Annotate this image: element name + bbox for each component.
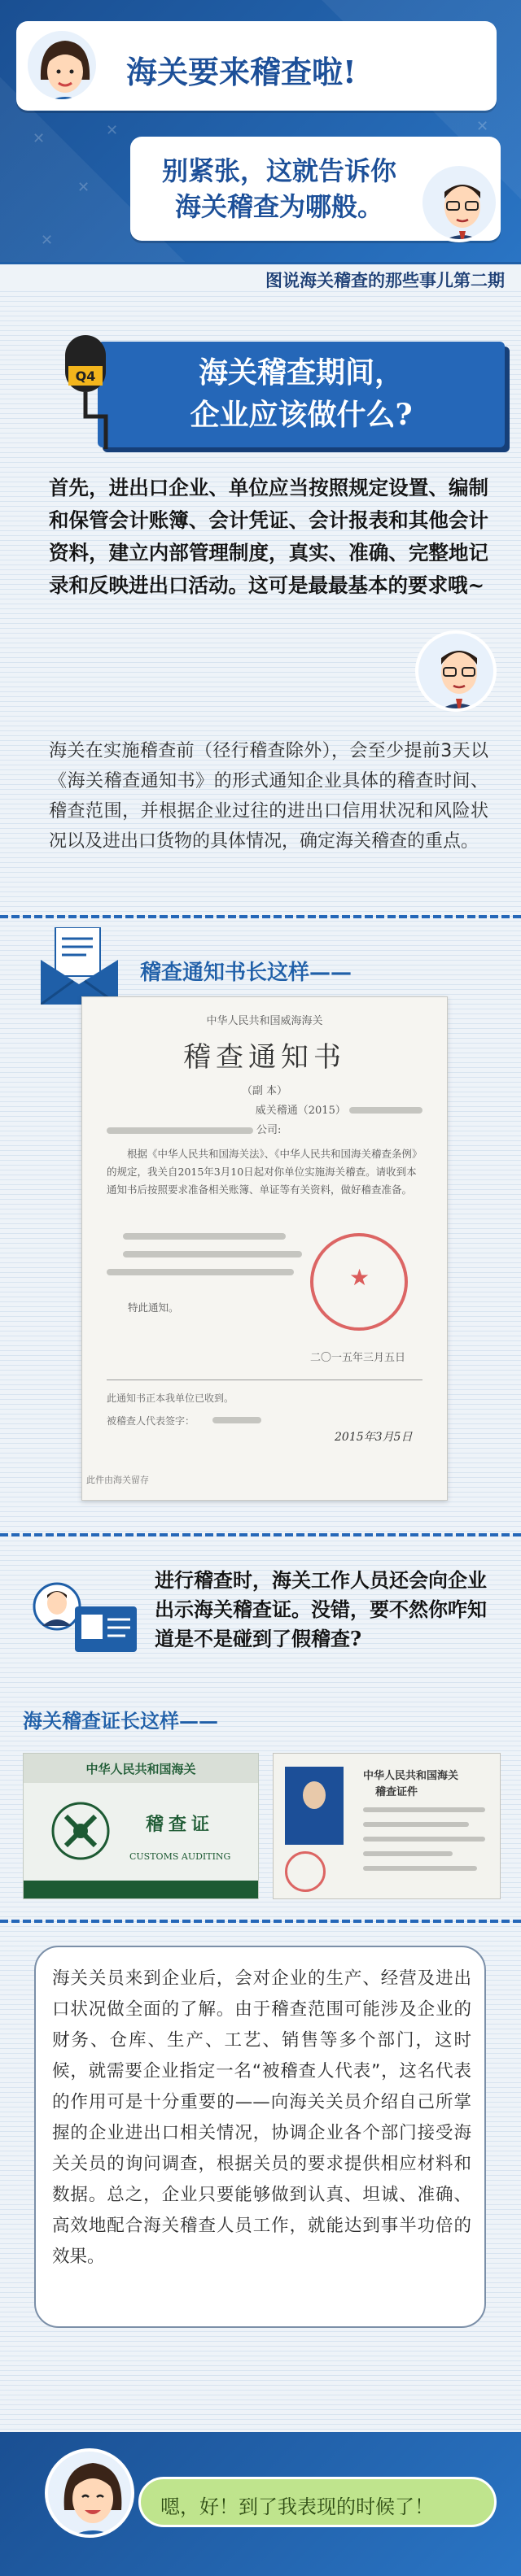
- redacted-bar: [363, 1851, 453, 1856]
- audit-notice-document: [81, 996, 448, 1501]
- reply-bubble: [138, 2477, 497, 2527]
- microphone-icon: [57, 335, 114, 449]
- paragraph-id-card: 进行稽查时，海关工作人员还会向企业出示海关稽查证。没错，要不然你咋知道是不是碰到了假稽查?: [155, 1568, 487, 1650]
- officer-photo: [285, 1767, 344, 1845]
- cover-english: CUSTOMS AUDITING: [129, 1851, 231, 1862]
- decor-cross-icon: ✕: [77, 179, 90, 196]
- subtitle-bar: [0, 262, 521, 291]
- officer-avatar-icon: [418, 634, 497, 712]
- paragraph-representative: 海关关员来到企业后，会对企业的生产、经营及进出口状况做全面的了解。由于稽查范围可能涉及企业的财务、仓库、生产、工艺、销售等多个部门，这时候，就需要企业指定一名“被稽查人代表”，这名代表的作用可是十分重要的——向海关关员介绍自己所掌握的企业进出口相关情况，协调企业各个部门接受海关关员的询问调查，根据关员的要求提供相应材料和数据。总之，企业只要能够做到认真、坦诚、准确、高效地配合海关稽查人员工作，就能达到事半功倍的效果。: [52, 1968, 471, 2267]
- cover-title: 稽查证: [146, 1814, 215, 1835]
- notice-heading: 稽查通知书长这样——: [140, 961, 352, 985]
- header-banner: [0, 0, 521, 290]
- decor-cross-icon: ✕: [106, 122, 119, 139]
- redacted-bar: [212, 1417, 261, 1423]
- question-text: [114, 351, 488, 436]
- avatar-woman-footer: [45, 2448, 134, 2538]
- inside-title: 稽查证件: [375, 1786, 418, 1798]
- doc-copy-label: （副 本）: [241, 1085, 288, 1097]
- doc-number: [256, 1101, 422, 1117]
- red-seal-stamp: [310, 1233, 408, 1331]
- headline-second-line1: 别紧张，这就告诉你: [161, 155, 396, 186]
- envelope-letter-icon: [41, 927, 118, 1005]
- customs-emblem-icon: [48, 1798, 113, 1863]
- question-line1: 海关稽查期间，: [198, 355, 404, 390]
- woman-avatar-icon: [48, 2452, 134, 2538]
- speech-bubble-top: [16, 21, 497, 111]
- issue-subtitle: 图说海关稽查的那些事儿第二期: [265, 270, 505, 290]
- doc-receipt-note: 此通知书正本我单位已收到。: [107, 1393, 234, 1404]
- redacted-bar: [123, 1251, 302, 1257]
- divider: [0, 1533, 521, 1536]
- doc-retention-note: 此件由海关留存: [86, 1475, 149, 1485]
- redacted-bar: [363, 1837, 485, 1842]
- doc-signature-label: 被稽查人代表签字：: [107, 1415, 195, 1427]
- cover-bottom-band: [24, 1881, 258, 1898]
- audit-certificate-cover: [23, 1753, 259, 1899]
- avatar-woman: [24, 28, 99, 102]
- avatar-officer: [419, 163, 499, 242]
- redacted-bar: [123, 1233, 286, 1240]
- certificate-heading: 海关稽查证长这样——: [23, 1709, 218, 1733]
- headline-top: 海关要来稽查啦!: [126, 54, 357, 90]
- divider: [0, 915, 521, 918]
- doc-title: 稽查通知书: [183, 1041, 346, 1074]
- redacted-bar: [363, 1807, 485, 1812]
- paragraph-requirements: 首先，进出口企业、单位应当按照规定设置、编制和保管会计账簿、会计凭证、会计报表和其他会计资料，建立内部管理制度，真实、准确、完整地记录和反映进出口活动。这可是最最基本的要求哦~: [49, 476, 488, 597]
- photo-face: [303, 1781, 326, 1809]
- redacted-bar: [349, 1107, 422, 1114]
- inside-issuer: 中华人民共和国海关: [363, 1770, 459, 1782]
- cover-issuer: 中华人民共和国海关: [85, 1762, 196, 1776]
- question-badge: Q4: [75, 368, 96, 384]
- doc-closing: 特此通知。: [128, 1301, 179, 1314]
- info-box: [34, 1946, 486, 2328]
- doc-addressee-colon: 公司:: [256, 1124, 282, 1136]
- divider: [0, 1920, 521, 1923]
- doc-date: 二〇一五年三月五日: [310, 1352, 406, 1364]
- audit-certificate-inside: [273, 1753, 501, 1899]
- question-section: [0, 325, 521, 464]
- question-banner: [98, 342, 505, 447]
- redacted-bar: [363, 1822, 469, 1827]
- footer-banner: [0, 2432, 521, 2576]
- question-line2: 企业应该做什么?: [190, 398, 413, 432]
- star-icon: ★: [349, 1264, 370, 1291]
- doc-handwritten-date: 2015年3月5日: [335, 1431, 413, 1444]
- headline-second: [145, 153, 414, 224]
- redacted-bar: [107, 1127, 253, 1134]
- redacted-bar: [363, 1866, 477, 1871]
- redacted-bar: [107, 1269, 294, 1275]
- headline-second-line2: 海关稽查为哪般。: [174, 191, 383, 222]
- doc-body: 根据《中华人民共和国海关法》、《中华人民共和国海关稽查条例》的规定，我关自2015年3月10日起对你单位实施海关稽查。请收到本通知书后按照要求准备相关账簿、单证等有关资料，做好稽查准备。: [107, 1148, 422, 1196]
- id-card-icon: [33, 1574, 138, 1655]
- paragraph-notice-timing: 海关在实施稽查前（径行稽查除外），会至少提前3天以《海关稽查通知书》的形式通知企业具体的稽查时间、稽查范围，并根据企业过往的进出口信用状况和风险状况以及进出口货物的具体情况，确定海关稽查的重点。: [49, 741, 488, 852]
- woman-avatar-icon: [28, 31, 99, 102]
- red-seal-stamp: [285, 1851, 326, 1892]
- decor-cross-icon: ✕: [41, 232, 54, 249]
- decor-cross-icon: ✕: [33, 130, 46, 147]
- reply-text: 嗯，好！到了我表现的时候了！: [160, 2495, 434, 2518]
- avatar-officer-2: [415, 630, 497, 712]
- doc-number-text: 威关稽通（2015）: [255, 1105, 346, 1117]
- decor-cross-icon: ✕: [476, 118, 489, 135]
- doc-issuer: 中华人民共和国威海海关: [206, 1015, 323, 1027]
